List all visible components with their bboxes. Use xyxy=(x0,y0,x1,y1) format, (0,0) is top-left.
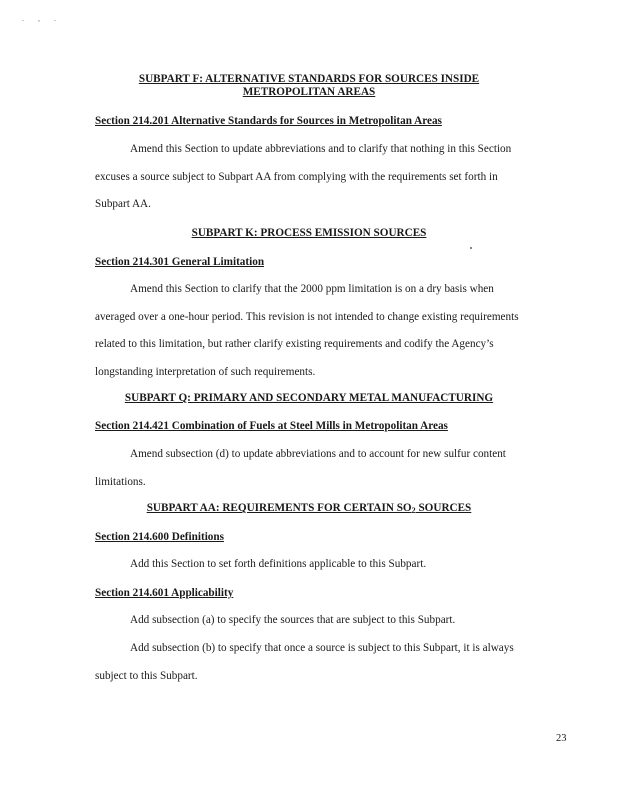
section-214-600-heading: Section 214.600 Definitions xyxy=(95,531,224,543)
section-214-421-text xyxy=(95,441,525,496)
scan-speck xyxy=(470,247,472,249)
section-214-601-body-b: Add subsection (b) to specify that once a source is subject to this Subpart, it is always subject to this Subpart. xyxy=(95,642,514,682)
section-214-421-body: Amend subsection (d) to update abbreviations and to account for new sulfur content limitations. xyxy=(95,448,506,488)
section-214-601-text-b xyxy=(95,635,525,690)
subpart-aa-heading: SUBPART AA: REQUIREMENTS FOR CERTAIN $SO_2$ SOURCES xyxy=(146,502,472,515)
section-214-600-text xyxy=(95,551,525,579)
section-214-301-body: Amend this Section to clarify that the 2000 ppm limitation is on a dry basis when averaged over a one-hour period. This revision is not intended to change existing requirements related to this limitation, but rather clarify existing requirements and codify the Agency’s longstanding interpretation of such requirements. xyxy=(95,283,519,378)
section-214-601-body-a: Add subsection (a) to specify the sources that are subject to this Subpart. xyxy=(130,614,456,626)
section-214-600-body: Add this Section to set forth definitions applicable to this Subpart. xyxy=(130,558,427,570)
section-214-201-body: Amend this Section to update abbreviations and to clarify that nothing in this Section excuses a source subject to Subpart AA from complying with the requirements set forth in Subpart AA. xyxy=(95,143,512,210)
section-214-201-text xyxy=(95,136,525,219)
subpart-f-heading-line1: SUBPART F: ALTERNATIVE STANDARDS FOR SOURCES INSIDE xyxy=(138,73,480,85)
section-214-421-heading: Section 214.421 Combination of Fuels at Steel Mills in Metropolitan Areas xyxy=(95,420,448,432)
section-214-301-heading: Section 214.301 General Limitation xyxy=(95,256,265,268)
subpart-q-heading: SUBPART Q: PRIMARY AND SECONDARY METAL MANUFACTURING xyxy=(124,392,494,404)
section-214-601-text-a xyxy=(95,607,525,635)
section-214-301-text xyxy=(95,276,525,386)
subpart-k-heading: SUBPART K: PROCESS EMISSION SOURCES xyxy=(191,227,427,239)
section-214-601-heading: Section 214.601 Applicability xyxy=(95,587,234,599)
page-number: 23 xyxy=(556,733,567,744)
scan-marks: . , . xyxy=(22,14,62,23)
subpart-f-heading-line2: METROPOLITAN AREAS xyxy=(242,86,376,98)
section-214-201-heading: Section 214.201 Alternative Standards for Sources in Metropolitan Areas xyxy=(95,115,442,127)
